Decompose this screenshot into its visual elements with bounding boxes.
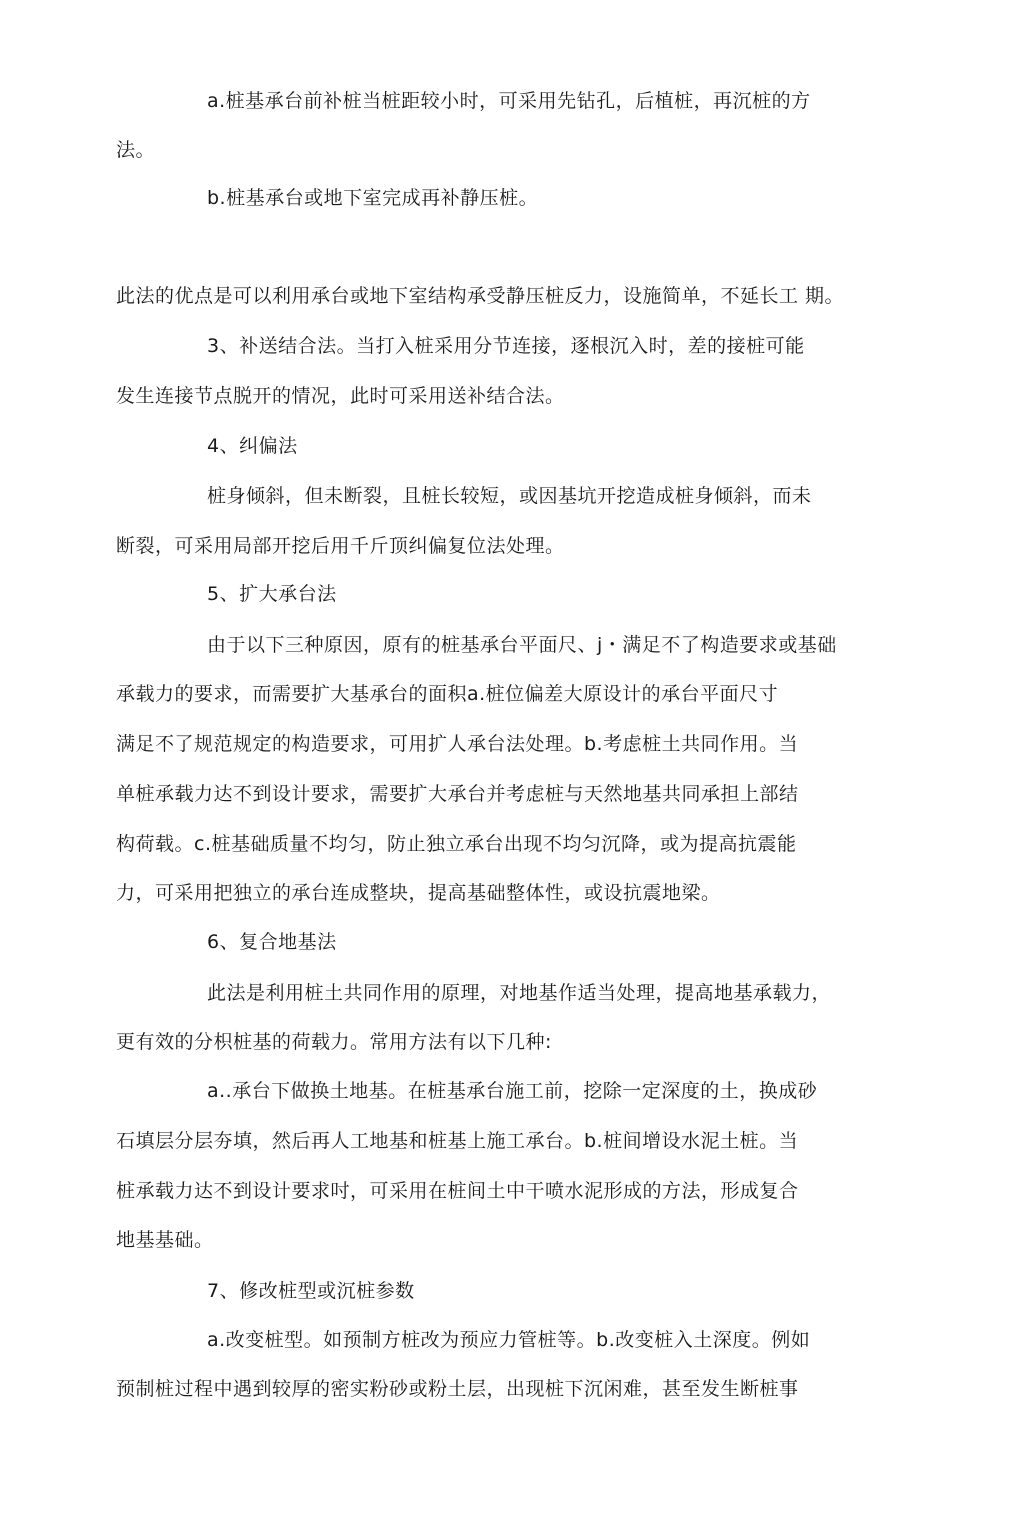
paragraph-line: 地基基础。 [116,1229,214,1251]
paragraph-line: 桩承载力达不到设计要求吋，可采用在桩间土中干喷水泥形成的方法，形成复合 [116,1180,799,1202]
section-heading: 6、复合地基法 [207,931,337,953]
paragraph-line: a.桩基承台前补桩当桩距较小时，可采用先钻孔，后植桩，再沉桩的方 [207,90,811,112]
paragraph-line: b.桩基承台或地下室完成再补静压桩。 [207,187,539,209]
section-heading: 3、补送结合法。当打入桩采用分节连接，逐根沉入时，差的接桩可能 [207,335,805,357]
paragraph-line: 法。 [116,139,156,161]
paragraph-line: 由于以下三种原因，原有的桩基承台平面尺、j・满足不了构造要求或基础 [207,634,837,656]
section-heading: 5、扩大承台法 [207,583,337,605]
paragraph-line: 构荷载。c.桩基础质量不均匀，防止独立承台出现不均匀沉降，或为提高抗震能 [116,833,797,855]
section-heading: 4、纠偏法 [207,435,298,457]
paragraph-line: a..承台下做换土地基。在桩基承台施工前，挖除一定深度的土，换成砂 [207,1080,818,1102]
paragraph-line: 承载力的要求，而需要扩大基承台的面积a.桩位偏差大原设计的承台平面尺寸 [116,683,779,705]
paragraph-line: 满足不了规范规定的构造要求，可用扩人承台法处理。b.考虑桩土共同作用。当 [116,733,799,755]
paragraph-line: 单桩承载力达不到设计要求，需要扩大承台并考虑桩与天然地基共同承担上部结 [116,783,799,805]
paragraph-line: 断裂，可采用局部开挖后用千斤顶纠偏复位法处理。 [116,535,565,557]
paragraph-line: a.改变桩型。如预制方桩改为预应力管桩等。b.改变桩入土深度。例如 [207,1329,811,1351]
paragraph-line: 此法的优点是可以利用承台或地下室结构承受静压桩反力，设施简单，不延长工 期。 [116,285,845,307]
paragraph-line: 桩身倾斜，但未断裂，且桩长较短，或因基坑开挖造成桩身倾斜，而未 [207,485,812,507]
paragraph-line: 发生连接节点脱开的情况，此时可采用送补结合法。 [116,385,565,407]
paragraph-line: 力，可采用把独立的承台连成整块，提高基础整体性，或设抗震地梁。 [116,882,721,904]
paragraph-line: 石填层分层夯填，然后再人工地基和桩基上施工承台。b.桩间增设水泥土桩。当 [116,1130,799,1152]
paragraph-line: 更有效的分枳桩基的荷载力。常用方法有以下几种: [116,1031,552,1053]
section-heading: 7、修改桩型或沉桩参数 [207,1280,415,1302]
paragraph-line: 此法是利用桩土共同作用的原理，对地基作适当处理，提高地基承载力， [207,982,832,1004]
paragraph-line: 预制桩过程中遇到较厚的密实粉砂或粉土层，出现桩下沉闲难，甚至发生断桩事 [116,1378,799,1400]
